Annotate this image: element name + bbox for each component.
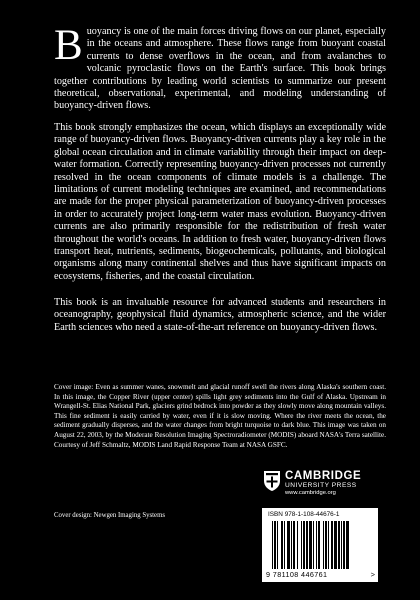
barcode-stripe [272,521,273,569]
barcode-stripe [334,521,337,569]
barcode-stripe [341,521,342,569]
barcode-stripe [343,521,345,569]
publisher-subtitle: UNIVERSITY PRESS [285,482,357,489]
body-paragraph-audience: This book is an invaluable resource for advanced students and researchers in oceanography, geophysical fluid dynamics, atmospheric science, and the wider Earth sciences who need a state-of-the-art reference on buoyancy-driven flows. [54,297,386,333]
barcode-stripe [303,521,305,569]
barcode-stripe [277,521,278,569]
isbn-number: ISBN 978-1-108-44676-1 [268,511,340,518]
barcode-stripe [287,521,290,569]
intro-paragraph [54,22,386,113]
shield-crest-icon [263,470,281,492]
drop-cap: B [54,22,83,69]
barcode-stripe [323,521,324,569]
barcode-stripe [331,521,333,569]
barcode-stripe [325,521,327,569]
barcode-panel [262,508,378,582]
barcode-stripe [306,521,308,569]
barcode-stripe [313,521,314,569]
intro-text: uoyancy is one of the main forces driving flows on our planet, especially in the oceans and atmosphere. These flows range from buoyant coastal currents to dense overflows in the ocean, and from avalanches to volcanic pyroclastic flows on the Earth's surface. This book brings together contributions by leading world scientists to summarize our present theoretical, observational, experimental, and modeling understanding of buoyancy-driven flows. [54,26,386,112]
cover-image-caption: Cover image: Even as summer wanes, snowmelt and glacial runoff swell the rivers along Alaska's southern coast. In this image, the Copper River (upper center) spills light grey sediments into the Gulf of Alaska. Upstream in Wrangell-St. Elias National Park, glaciers grind bedrock into powder as they slowly move along mountain valleys. This fine sediment is easily carried by water, even if it is slow moving. Where the river meets the ocean, the sediment gradually disperses, and the water changes from bright turquoise to dark blue. This image was taken on August 22, 2003, by the Moderate Resolution Imaging Spectroradiometer (MODIS) aboard NASA's Terra satellite. Courtesy of Jeff Schmaltz, MODIS Land Rapid Response Team at NASA GSFC. [54,383,386,449]
barcode-stripe [328,521,329,569]
publisher-url: www.cambridge.org [285,490,336,496]
barcode-digits: 9 781108 446761 [266,570,328,579]
publisher-logo [263,470,375,497]
barcode-stripe [291,521,292,569]
barcode-stripe [301,521,302,569]
barcode-stripe [274,521,276,569]
barcode-stripe [316,521,317,569]
barcode-stripe [297,521,298,569]
barcode-bars [272,521,370,569]
barcode-stripe [284,521,285,569]
cover-design-credit: Cover design: Newgen Imaging Systems [54,512,166,519]
barcode-stripe [309,521,312,569]
barcode-stripe [293,521,295,569]
barcode-stripe [338,521,340,569]
barcode-stripe [346,521,349,569]
barcode-stripe [281,521,283,569]
barcode-stripe [318,521,320,569]
body-paragraph-ocean: This book strongly emphasizes the ocean, which displays an exceptionally wide range of buoyancy-driven flows. Buoyancy-driven currents play a key role in the global ocean circulation and in climate variability through their impact on deep-water formation. Correctly representing buoyancy-driven processes not currently resolved in the ocean components of climate models is a challenge. The limitations of current modeling techniques are examined, and recommendations are made for the proper physical parameterization of buoyancy-driven processes in order to accurately project long-term water mass evolution. Buoyancy-driven currents are also primarily responsible for the redistribution of fresh water throughout the world's oceans. In addition to fresh water, buoyancy-driven flows transport heat, nutrients, sediments, biogeochemicals, pollutants, and biological organisms along many continental shelves and thus have significant impacts on ecosystems, fisheries, and the coastal circulation. [54,122,386,282]
publisher-name: CAMBRIDGE [285,470,362,482]
barcode-price-mark: > [370,570,375,579]
